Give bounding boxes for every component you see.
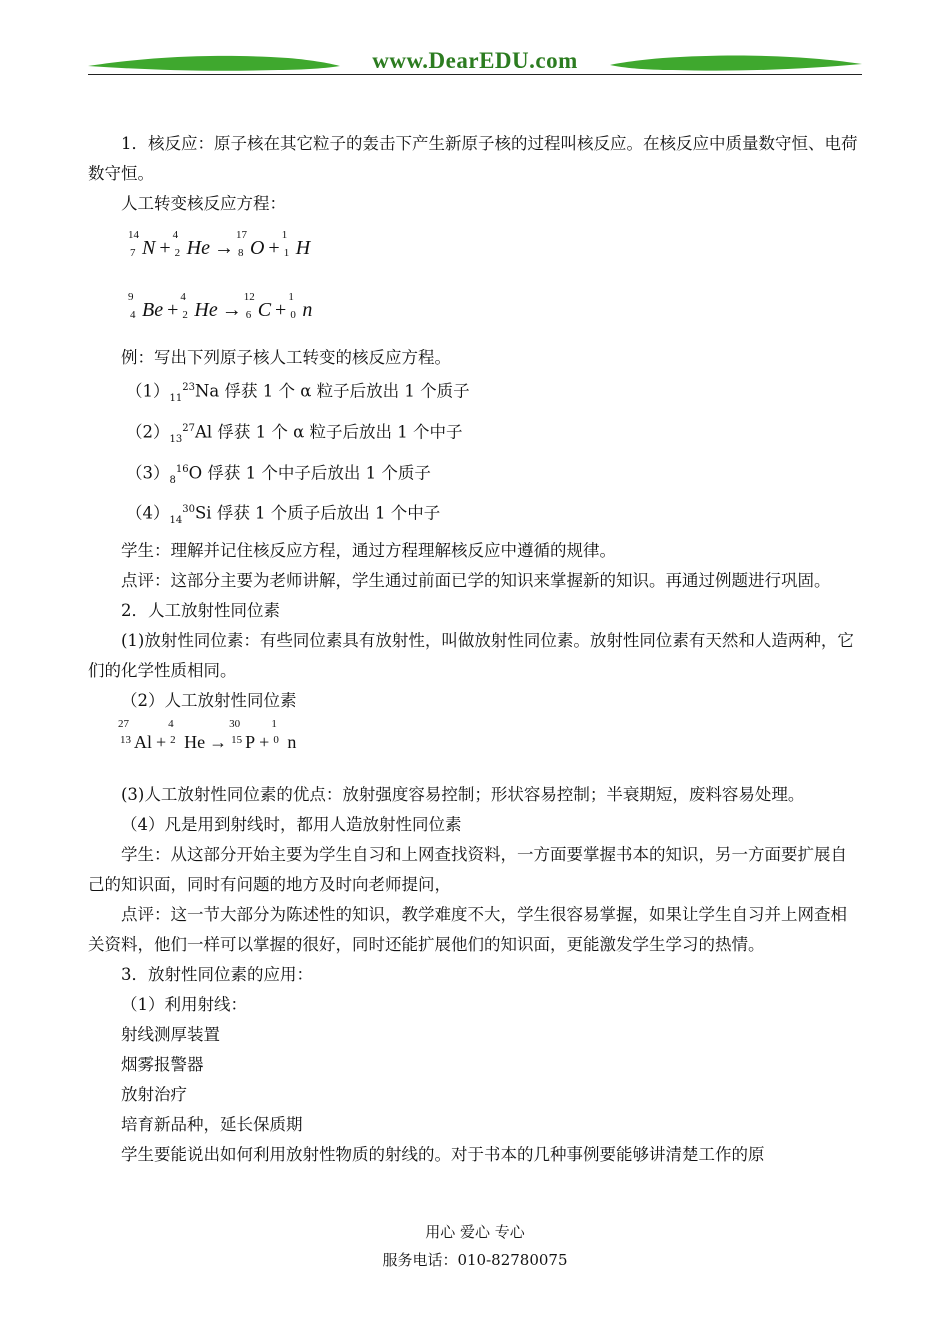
paragraph: 例：写出下列原子核人工转变的核反应方程。 [121, 348, 451, 367]
paragraph: 学生要能说出如何利用放射性物质的射线的。对于书本的几种事例要能够讲清楚工作的原 [121, 1145, 765, 1165]
nuclide: 9 4 Be [128, 291, 164, 321]
list-item: $(2)_{13}^{27}Al$ 俘获 1 个 α 粒子后放出 1 个中子 [126, 422, 463, 445]
nuclide: 30 15 P [229, 718, 256, 753]
paragraph: (3)人工放射性同位素的优点：放射强度容易控制；形状容易控制；半衰期短，废料容易处理。 [121, 785, 805, 805]
nuclide: 4 2 He [172, 229, 210, 259]
list-item: $(1)_{11}^{23}Na$ 俘获 1 个 α 粒子后放出 1 个质子 [126, 381, 470, 404]
site-name[interactable]: www.DearEDU.com [372, 48, 578, 73]
list-item: 烟雾报警器 [121, 1055, 204, 1075]
nuclide: 1 1 H [281, 229, 311, 259]
list-item: $(3)_8^{16}O$ 俘获 1 个中子后放出 1 个质子 [126, 463, 431, 486]
list-item: 培育新品种，延长保质期 [121, 1115, 303, 1135]
footer-slogan: 用心 爱心 专心 [425, 1223, 525, 1241]
example-list [88, 373, 862, 536]
section-heading: 2．人工放射性同位素 [121, 601, 280, 621]
paragraph: 人工转变核反应方程： [121, 194, 286, 213]
paragraph: 学生：从这部分开始主要为学生自习和上网查找资料，一方面要掌握书本的知识，另一方面要扩展自己的知识面，同时有问题的地方及时向老师提问， [88, 845, 847, 895]
list-item: $(4)_{14}^{30}Si$ 俘获 1 个质子后放出 1 个中子 [126, 503, 441, 527]
nuclide: 14 7 N [128, 229, 156, 259]
nuclide: 1 0 n [271, 718, 297, 753]
nuclide: 4 2 He [180, 291, 218, 321]
header-rule [88, 74, 862, 75]
equation-2: 9 4 Be + 4 2 He → 12 6 C + 1 0 n [128, 291, 313, 321]
paragraph: （4）凡是用到射线时，都用人造放射性同位素 [121, 815, 462, 835]
nuclide: 12 6 C [243, 291, 272, 321]
footer-phone: 服务电话：010-82780075 [382, 1251, 568, 1269]
paragraph: 点评：这一节大部分为陈述性的知识，教学难度不大，学生很容易掌握，如果让学生自习并上网查相关资料，他们一样可以掌握的很好，同时还能扩展他们的知识面，更能激发学生学习的热情。 [88, 905, 847, 955]
equation-3: 27 13 Al + 4 2 He → 30 15 P + 1 0 n [118, 718, 297, 753]
paragraph: （1）利用射线： [121, 995, 247, 1015]
paragraph: (1)放射性同位素：有些同位素具有放射性，叫做放射性同位素。放射性同位素有天然和人造两种，它们的化学性质相同。 [88, 631, 854, 681]
nuclide: 4 2 He [168, 718, 206, 753]
paragraph: 1．核反应：原子核在其它粒子的轰击下产生新原子核的过程叫核反应。在核反应中质量数守恒、电荷数守恒。 [88, 134, 858, 183]
document-body [88, 129, 862, 1170]
list-item: 射线测厚装置 [121, 1025, 220, 1045]
nuclide: 17 8 O [235, 229, 265, 259]
paragraph: （2）人工放射性同位素 [121, 691, 297, 711]
paragraph: 点评：这部分主要为老师讲解，学生通过前面已学的知识来掌握新的知识。再通过例题进行巩固。 [121, 571, 831, 591]
section-heading: 3．放射性同位素的应用： [121, 965, 313, 985]
nuclide: 1 0 n [288, 291, 313, 321]
nuclide: 27 13 Al [118, 718, 152, 753]
paragraph: 学生：理解并记住核反应方程，通过方程理解核反应中遵循的规律。 [121, 541, 616, 561]
page-footer [0, 1218, 950, 1274]
list-item: 放射治疗 [121, 1085, 187, 1105]
equation-1: 14 7 N + 4 2 He → 17 8 O + 1 1 H [128, 229, 311, 259]
